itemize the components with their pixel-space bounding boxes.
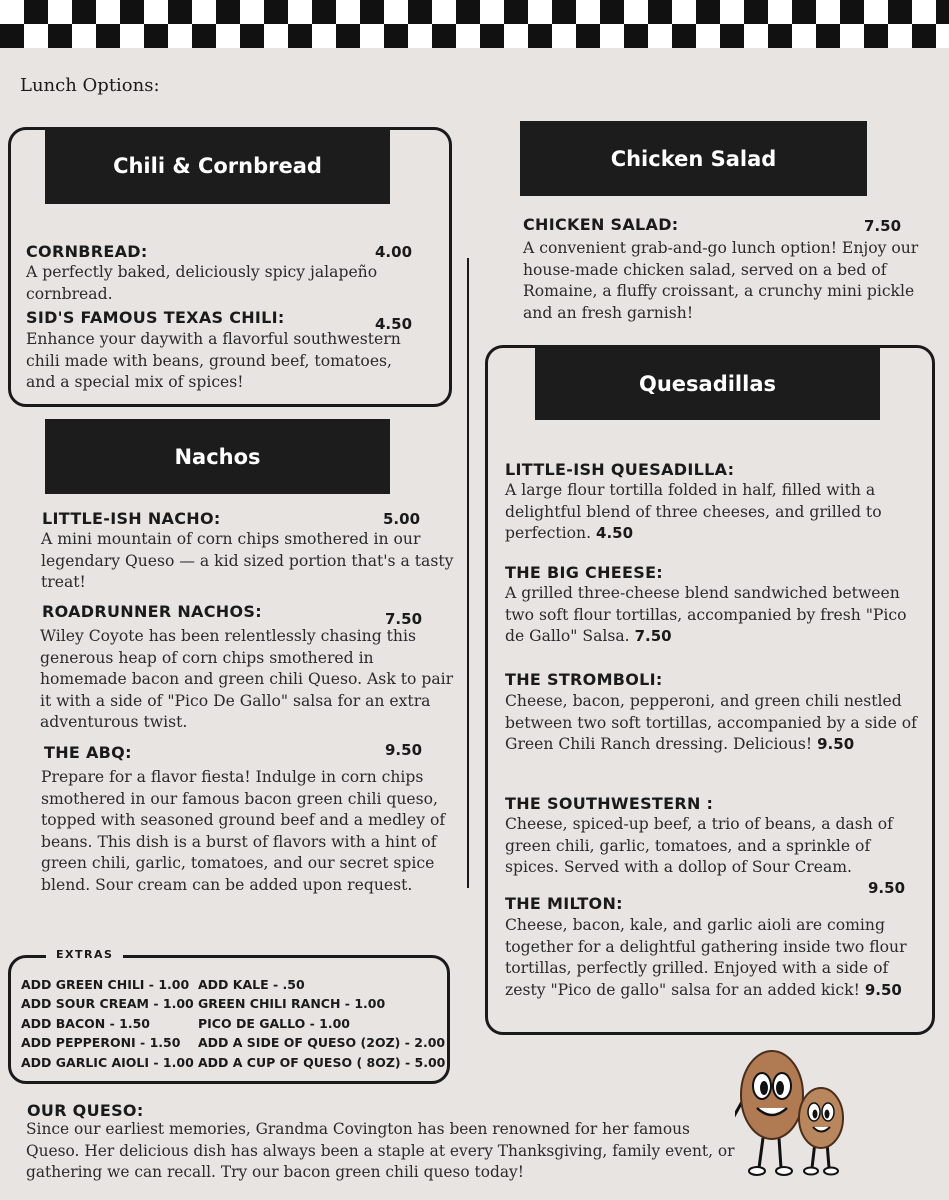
item-price: 4.50 bbox=[596, 524, 634, 542]
item-price: 4.50 bbox=[375, 315, 413, 333]
item-description: Cheese, bacon, kale, and garlic aioli are coming together for a delightful gathering inside two flour tortillas, perfectly grilled. Enjoyed with a side of zesty "Pico de gallo" salsa for an added kick! 9.50 bbox=[505, 916, 907, 999]
item-description: A grilled three-cheese blend sandwiched between two soft flour tortillas, accompanied by fresh "Pico de Gallo" Salsa. 7.50 bbox=[505, 584, 907, 645]
extra-item: ADD SOUR CREAM - 1.00 bbox=[21, 996, 194, 1011]
item-name: THE SOUTHWESTERN : bbox=[505, 794, 714, 813]
item-price: 9.50 bbox=[817, 735, 855, 753]
nachos-section-title: Nachos bbox=[45, 419, 390, 494]
extra-item: PICO DE GALLO - 1.00 bbox=[198, 1016, 351, 1031]
item-price: 4.00 bbox=[375, 243, 413, 261]
item-name: SID'S FAMOUS TEXAS CHILI: bbox=[26, 308, 285, 327]
chili-section-title: Chili & Cornbread bbox=[45, 127, 390, 204]
extra-item: ADD GARLIC AIOLI - 1.00 bbox=[21, 1055, 194, 1070]
item-name: THE STROMBOLI: bbox=[505, 670, 663, 689]
bean-mascot-icon bbox=[735, 1050, 855, 1185]
page-title: Lunch Options: bbox=[20, 75, 160, 96]
item-name: ROADRUNNER NACHOS: bbox=[42, 602, 262, 621]
extra-item: ADD A SIDE OF QUESO (2OZ) - 2.00 bbox=[198, 1035, 446, 1050]
item-description: A perfectly baked, deliciously spicy jalapeño cornbread. bbox=[26, 263, 378, 303]
item-description: Cheese, bacon, pepperoni, and green chili nestled between two soft tortillas, accompanied by a side of Green Chili Ranch dressing. Delicious! 9.50 bbox=[505, 692, 917, 753]
item-description: Enhance your daywith a flavorful southwestern chili made with beans, ground beef, tomatoes, and a special mix of spices! bbox=[26, 330, 401, 391]
item-description: Cheese, spiced-up beef, a trio of beans, a dash of green chili, garlic, tomatoes, and a sprinkle of spices. Served with a dollop of Sour Cream. bbox=[505, 815, 893, 876]
column-divider bbox=[467, 258, 469, 888]
extra-item: ADD PEPPERONI - 1.50 bbox=[21, 1035, 181, 1050]
item-price: 7.50 bbox=[634, 627, 672, 645]
item-name: LITTLE-ISH QUESADILLA: bbox=[505, 460, 735, 479]
extra-item: ADD BACON - 1.50 bbox=[21, 1016, 150, 1031]
item-description: Prepare for a flavor fiesta! Indulge in corn chips smothered in our famous bacon green chili queso, topped with seasoned ground beef and a medley of beans. This dish is a burst of flavors with a hint of green chili, garlic, tomatoes, and our secret spice blend. Sour cream can be added upon request. bbox=[41, 768, 446, 894]
item-price: 5.00 bbox=[383, 510, 421, 528]
quesadillas-section-title: Quesadillas bbox=[535, 347, 880, 420]
extra-item: ADD KALE - .50 bbox=[198, 977, 305, 992]
item-price: 7.50 bbox=[385, 610, 423, 628]
item-description: Wiley Coyote has been relentlessly chasing this generous heap of corn chips smothered in homemade bacon and green chili Queso. Ask to pair it with a side of "Pico De Gallo" salsa for an extra adventurous twist. bbox=[40, 627, 454, 731]
item-name: THE BIG CHEESE: bbox=[505, 563, 663, 582]
queso-description: Since our earliest memories, Grandma Covington has been renowned for her famous Queso. Her delicious dish has always been a staple at every Thanksgiving, family event, or gathering we can recall. Try our bacon green chili queso today! bbox=[26, 1120, 735, 1181]
item-name: THE MILTON: bbox=[505, 894, 623, 913]
item-price: 9.50 bbox=[864, 980, 902, 999]
chicken-section-title: Chicken Salad bbox=[520, 121, 867, 196]
item-name: THE ABQ: bbox=[44, 743, 132, 762]
checkerboard-banner bbox=[0, 0, 949, 48]
item-name: CORNBREAD: bbox=[26, 242, 148, 261]
extra-item: GREEN CHILI RANCH - 1.00 bbox=[198, 996, 386, 1011]
item-name: CHICKEN SALAD: bbox=[523, 215, 679, 234]
item-price: 7.50 bbox=[864, 217, 902, 235]
extra-item: ADD GREEN CHILI - 1.00 bbox=[21, 977, 190, 992]
queso-title: OUR QUESO: bbox=[27, 1101, 144, 1120]
item-description: A mini mountain of corn chips smothered in our legendary Queso — a kid sized portion that's a tasty treat! bbox=[41, 530, 454, 591]
item-description: A convenient grab-and-go lunch option! Enjoy our house-made chicken salad, served on a bed of Romaine, a fluffy croissant, a crunchy mini pickle and an fresh garnish! bbox=[523, 239, 919, 322]
extras-title: EXTRAS bbox=[46, 948, 123, 961]
item-description: A large flour tortilla folded in half, filled with a delightful blend of three cheeses, and grilled to perfection. 4.50 bbox=[505, 481, 882, 542]
extra-item: ADD A CUP OF QUESO ( 8OZ) - 5.00 bbox=[198, 1055, 446, 1070]
item-price: 9.50 bbox=[868, 879, 906, 897]
item-price: 9.50 bbox=[385, 741, 423, 759]
item-name: LITTLE-ISH NACHO: bbox=[42, 509, 221, 528]
